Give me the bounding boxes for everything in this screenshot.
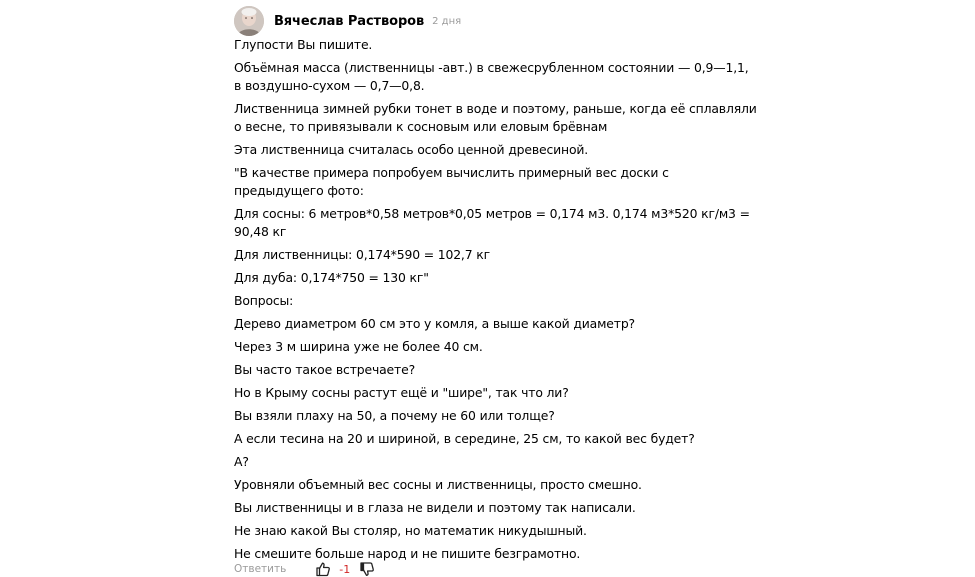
comment-score: -1 <box>339 562 351 576</box>
comment-line: Уровняли объемный вес сосны и лиственницы, просто смешно. <box>234 477 642 492</box>
thumbs-down-icon[interactable] <box>359 561 375 577</box>
author-name[interactable]: Вячеслав Растворов <box>274 13 425 29</box>
comment-line: предыдущего фото: <box>234 183 364 198</box>
comment-line: Вы часто такое встречаете? <box>234 362 415 377</box>
comment-line: "В качестве примера попробуем вычислить примерный вес доски с <box>234 165 669 180</box>
comment-line: Дерево диаметром 60 см это у комля, а выше какой диаметр? <box>234 316 635 331</box>
comment-line: Для сосны: 6 метров*0,58 метров*0,05 метров = 0,174 м3. 0,174 м3*520 кг/м3 = <box>234 206 750 221</box>
avatar[interactable] <box>234 6 264 36</box>
comment-line: Вопросы: <box>234 293 294 308</box>
comment-line: Вы взяли плаху на 50, а почему не 60 или толще? <box>234 408 555 423</box>
comment-line: Эта лиственница считалась особо ценной древесиной. <box>234 142 589 157</box>
comment-line: Не смешите больше народ и не пишите безграмотно. <box>234 546 581 561</box>
comment-time: 2 дня <box>432 15 462 27</box>
comment-line: Для лиственницы: 0,174*590 = 102,7 кг <box>234 247 490 262</box>
thumbs-up-icon[interactable] <box>315 561 331 577</box>
comment-actions <box>234 559 375 577</box>
comment-line: Объёмная масса (лиственницы -авт.) в свежесрубленном состоянии — 0,9—1,1, <box>234 60 749 75</box>
comment-body <box>234 36 757 568</box>
comment-line: Лиственница зимней рубки тонет в воде и поэтому, раньше, когда её сплавляли <box>234 101 757 116</box>
comment-line: Через 3 м ширина уже не более 40 см. <box>234 339 483 354</box>
comment-line: А если тесина на 20 и шириной, в середине, 25 см, то какой вес будет? <box>234 431 695 446</box>
comment-header <box>234 6 461 36</box>
comment-line: А? <box>234 454 249 469</box>
comment-line: 90,48 кг <box>234 224 287 239</box>
comment-line: Для дуба: 0,174*750 = 130 кг" <box>234 270 429 285</box>
comment-line: Не знаю какой Вы столяр, но математик никудышный. <box>234 523 587 538</box>
comment-line: о весне, то привязывали к сосновым или еловым брёвнам <box>234 119 608 134</box>
user-avatar-icon <box>234 6 264 36</box>
comment-line: Но в Крыму сосны растут ещё и "шире", так что ли? <box>234 385 569 400</box>
reply-button[interactable]: Ответить <box>234 563 287 575</box>
comment-line: Вы лиственницы и в глаза не видели и поэтому так написали. <box>234 500 636 515</box>
comment-line: в воздушно-сухом — 0,7—0,8. <box>234 78 425 93</box>
comment-line: Глупости Вы пишите. <box>234 37 373 52</box>
